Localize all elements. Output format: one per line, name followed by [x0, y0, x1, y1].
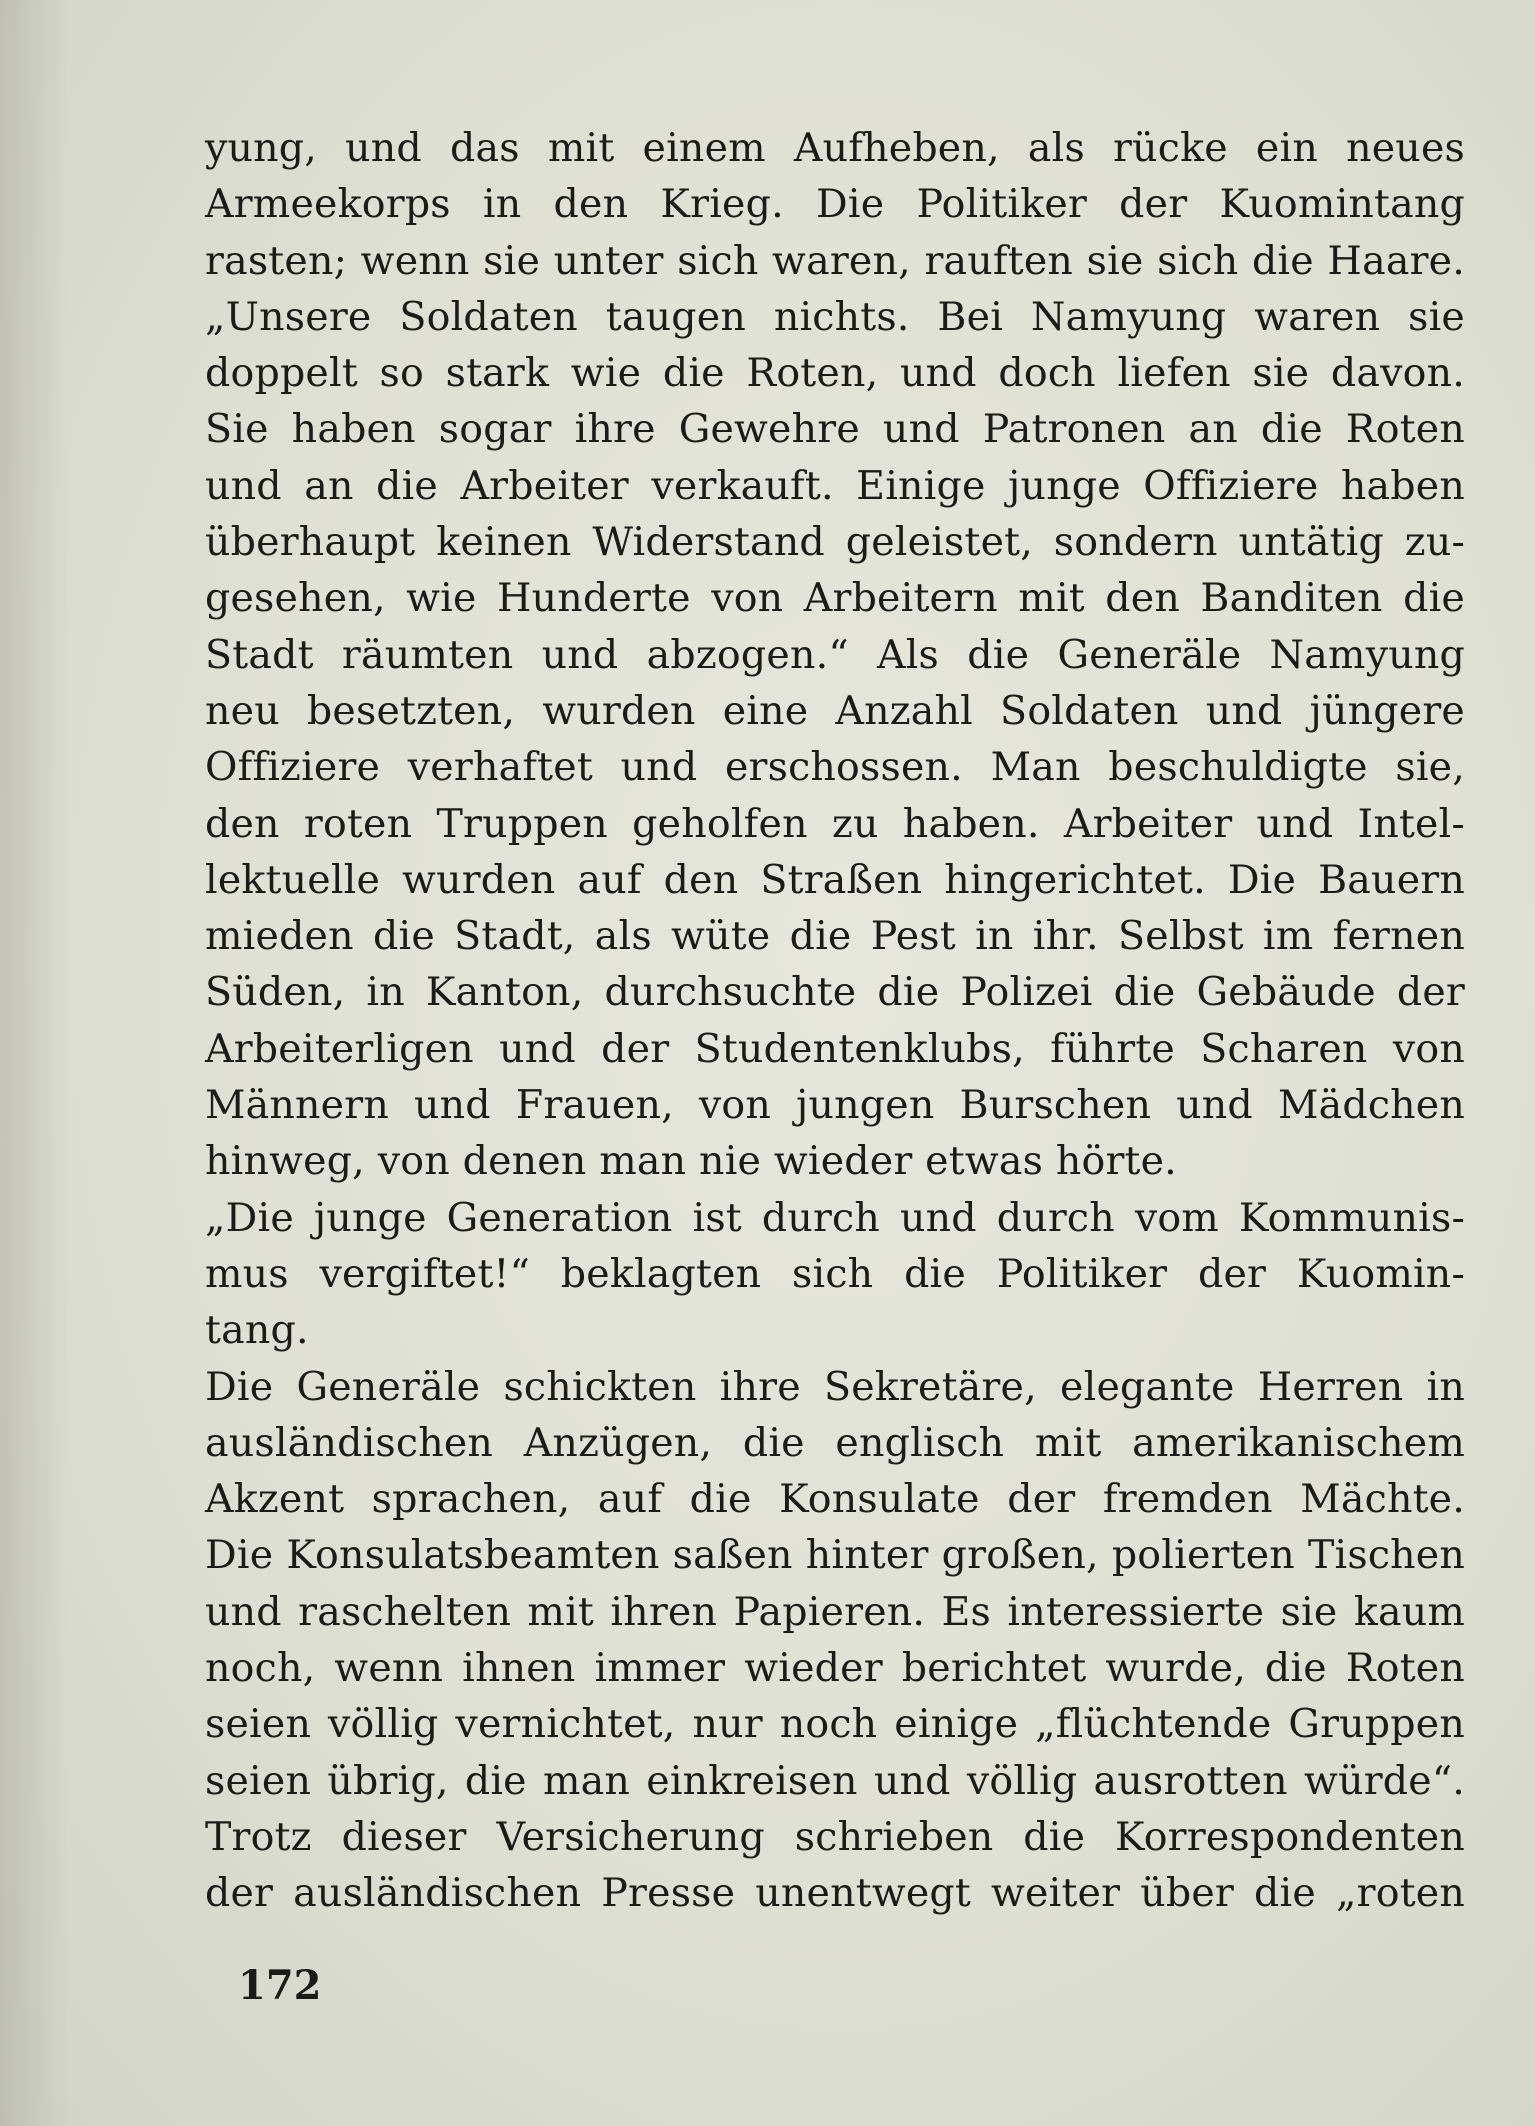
text-line-5: doppelt so stark wie die Roten, und doch liefen sie davon.	[205, 350, 1465, 397]
text-line-32: der ausländischen Presse unentwegt weiter über die „roten	[205, 1870, 1465, 1917]
text-line-26: Die Konsulatsbeamten saßen hinter großen, polierten Tischen	[205, 1532, 1465, 1579]
text-line-10: Stadt räumten und abzogen.“ Als die Generäle Namyung	[205, 631, 1465, 678]
text-line-27: und raschelten mit ihren Papieren. Es interessierte sie kaum	[205, 1588, 1465, 1635]
text-line-4: „Unsere Soldaten taugen nichts. Bei Namyung waren sie	[205, 293, 1465, 340]
text-line-6: Sie haben sogar ihre Gewehre und Patronen an die Roten	[205, 406, 1465, 453]
text-line-12: Offiziere verhaftet und erschossen. Man beschuldigte sie,	[205, 744, 1465, 791]
text-line-13: den roten Truppen geholfen zu haben. Arbeiter und Intel-	[205, 800, 1465, 847]
text-line-29: seien völlig vernichtet, nur noch einige „flüchtende Gruppen	[205, 1701, 1465, 1748]
text-line-28: noch, wenn ihnen immer wieder berichtet wurde, die Roten	[205, 1645, 1465, 1692]
text-line-25: Akzent sprachen, auf die Konsulate der fremden Mächte.	[205, 1476, 1465, 1523]
text-line-7: und an die Arbeiter verkauft. Einige junge Offiziere haben	[205, 462, 1465, 509]
text-line-8: überhaupt keinen Widerstand geleistet, sondern untätig zu-	[205, 519, 1465, 566]
text-line-30: seien übrig, die man einkreisen und völlig ausrotten würde“.	[205, 1757, 1465, 1804]
text-line-20: „Die junge Generation ist durch und durch vom Kommunis-	[205, 1194, 1465, 1241]
text-line-16: Süden, in Kanton, durchsuchte die Polizei die Gebäude der	[205, 969, 1465, 1016]
text-line-14: lektuelle wurden auf den Straßen hingerichtet. Die Bauern	[205, 856, 1465, 903]
text-line-2: Armeekorps in den Krieg. Die Politiker der Kuomintang	[205, 181, 1465, 228]
text-line-15: mieden die Stadt, als wüte die Pest in ihr. Selbst im fernen	[205, 913, 1465, 960]
text-line-1: yung, und das mit einem Aufheben, als rücke ein neues	[205, 125, 1465, 171]
text-line-18: Männern und Frauen, von jungen Burschen und Mädchen	[205, 1082, 1465, 1129]
text-line-3: rasten; wenn sie unter sich waren, rauften sie sich die Haare.	[205, 237, 1465, 284]
text-line-21: mus vergiftet!“ beklagten sich die Politiker der Kuomin-	[205, 1250, 1465, 1297]
text-line-17: Arbeiterligen und der Studentenklubs, führte Scharen von	[205, 1025, 1465, 1072]
page-number: 172	[238, 1962, 322, 2009]
body-text	[205, 120, 1465, 1922]
text-line-24: ausländischen Anzügen, die englisch mit amerikanischem	[205, 1419, 1465, 1466]
text-line-19: hinweg, von denen man nie wieder etwas hörte.	[205, 1138, 1177, 1185]
text-line-22: tang.	[205, 1307, 309, 1354]
text-line-23: Die Generäle schickten ihre Sekretäre, elegante Herren in	[205, 1363, 1465, 1410]
text-line-11: neu besetzten, wurden eine Anzahl Soldaten und jüngere	[205, 687, 1465, 734]
text-line-31: Trotz dieser Versicherung schrieben die Korrespondenten	[205, 1813, 1465, 1860]
text-line-9: gesehen, wie Hunderte von Arbeitern mit den Banditen die	[205, 575, 1465, 622]
